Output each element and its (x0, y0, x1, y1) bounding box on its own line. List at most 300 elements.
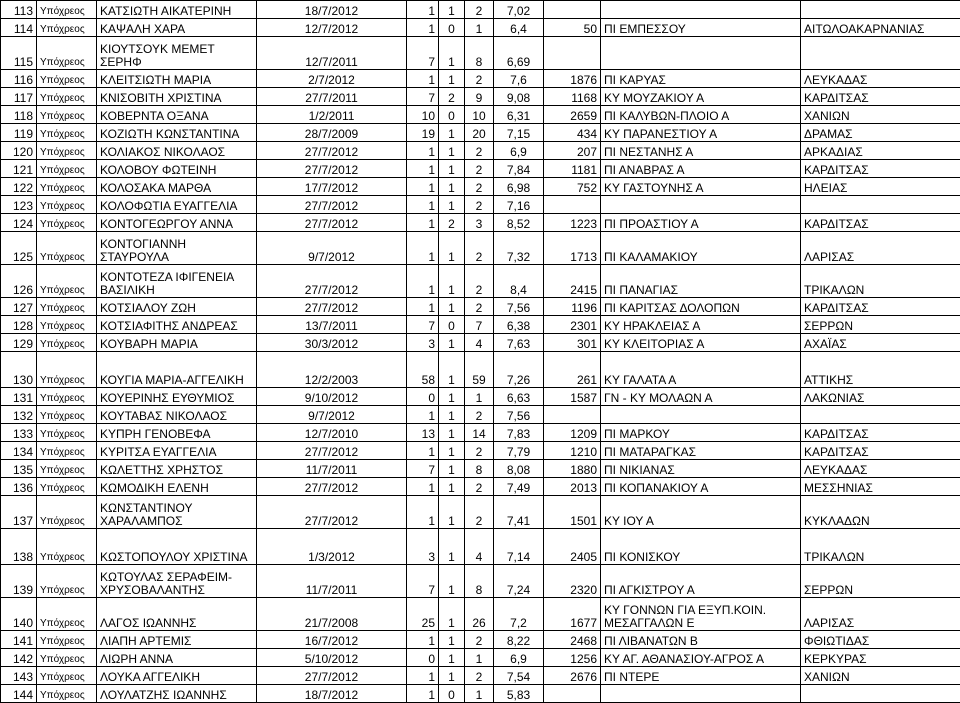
code-cell: 1501 (544, 496, 601, 529)
school-cell: ΠΙ ΠΡΟΑΣΤΙΟΥ Α (601, 214, 801, 232)
status-cell: Υπόχρεος (37, 685, 97, 703)
value-b-cell: 1 (439, 631, 465, 649)
region-cell: ΣΕΡΡΩΝ (801, 565, 960, 598)
school-cell: ΚΥ ΜΟΥΖΑΚΙΟΥ Α (601, 88, 801, 106)
code-cell: 2676 (544, 667, 601, 685)
code-cell: 1168 (544, 88, 601, 106)
value-c-cell: 2 (465, 70, 494, 88)
date-cell: 12/7/2010 (257, 424, 407, 442)
code-cell: 2659 (544, 106, 601, 124)
code-cell: 1209 (544, 424, 601, 442)
score-cell: 7,41 (494, 496, 544, 529)
school-cell: ΠΙ ΑΝΑΒΡΑΣ Α (601, 160, 801, 178)
row-id: 116 (1, 70, 37, 88)
table-row (1, 685, 960, 703)
status-cell: Υπόχρεος (37, 70, 97, 88)
date-cell: 27/7/2012 (257, 196, 407, 214)
row-id: 114 (1, 19, 37, 37)
status-cell: Υπόχρεος (37, 565, 97, 598)
value-c-cell: 2 (465, 298, 494, 316)
value-c-cell: 1 (465, 685, 494, 703)
school-cell (601, 1, 801, 19)
score-cell: 6,9 (494, 142, 544, 160)
table-row (1, 298, 960, 316)
table-row (1, 178, 960, 196)
row-id: 140 (1, 598, 37, 631)
value-b-cell: 1 (439, 388, 465, 406)
row-id: 129 (1, 334, 37, 352)
table-row (1, 334, 960, 352)
value-a-cell: 1 (407, 442, 439, 460)
region-cell: ΚΑΡΔΙΤΣΑΣ (801, 214, 960, 232)
code-cell: 2468 (544, 631, 601, 649)
name-cell: ΚΟΤΣΙΑΦΙΤΗΣ ΑΝΔΡΕΑΣ (97, 316, 257, 334)
name-cell: ΚΟΒΕΡΝΤΑ ΟΞΑΝΑ (97, 106, 257, 124)
score-cell: 6,69 (494, 37, 544, 70)
status-cell: Υπόχρεος (37, 178, 97, 196)
value-c-cell: 2 (465, 178, 494, 196)
name-cell: ΚΑΤΣΙΩΤΗ ΑΙΚΑΤΕΡΙΝΗ (97, 1, 257, 19)
school-cell: ΚΥ ΙΟΥ Α (601, 496, 801, 529)
region-cell (801, 406, 960, 424)
date-cell: 17/7/2012 (257, 178, 407, 196)
score-cell: 7,15 (494, 124, 544, 142)
row-id: 131 (1, 388, 37, 406)
region-cell: ΧΑΝΙΩΝ (801, 667, 960, 685)
name-cell: ΛΟΥΛΑΤΖΗΣ ΙΩΑΝΝΗΣ (97, 685, 257, 703)
name-cell: ΚΟΝΤΟΓΕΩΡΓΟΥ ΑΝΝΑ (97, 214, 257, 232)
school-cell: ΠΙ ΛΙΒΑΝΑΤΩΝ Β (601, 631, 801, 649)
date-cell: 9/7/2012 (257, 232, 407, 265)
code-cell (544, 406, 601, 424)
code-cell: 1256 (544, 649, 601, 667)
value-c-cell: 8 (465, 460, 494, 478)
value-c-cell: 2 (465, 265, 494, 298)
name-cell: ΚΟΖΙΩΤΗ ΚΩΝΣΤΑΝΤΙΝΑ (97, 124, 257, 142)
code-cell: 261 (544, 352, 601, 388)
name-cell: ΚΟΥΤΑΒΑΣ ΝΙΚΟΛΑΟΣ (97, 406, 257, 424)
region-cell: ΦΘΙΩΤΙΔΑΣ (801, 631, 960, 649)
name-cell: ΚΛΕΙΤΣΙΩΤΗ ΜΑΡΙΑ (97, 70, 257, 88)
value-c-cell: 8 (465, 37, 494, 70)
value-b-cell: 1 (439, 142, 465, 160)
region-cell: ΚΑΡΔΙΤΣΑΣ (801, 298, 960, 316)
code-cell (544, 685, 601, 703)
region-cell: ΣΕΡΡΩΝ (801, 316, 960, 334)
value-c-cell: 2 (465, 406, 494, 424)
table-row (1, 196, 960, 214)
date-cell: 12/7/2012 (257, 19, 407, 37)
region-cell: ΚΑΡΔΙΤΣΑΣ (801, 442, 960, 460)
score-cell: 7,79 (494, 442, 544, 460)
name-cell: ΚΥΠΡΗ ΓΕΝΟΒΕΦΑ (97, 424, 257, 442)
value-a-cell: 1 (407, 478, 439, 496)
date-cell: 30/3/2012 (257, 334, 407, 352)
value-c-cell: 2 (465, 160, 494, 178)
value-c-cell: 2 (465, 631, 494, 649)
code-cell: 752 (544, 178, 601, 196)
region-cell: ΔΡΑΜΑΣ (801, 124, 960, 142)
name-cell: ΚΟΛΙΑΚΟΣ ΝΙΚΟΛΑΟΣ (97, 142, 257, 160)
row-id: 117 (1, 88, 37, 106)
value-b-cell: 1 (439, 565, 465, 598)
school-cell: ΚΥ ΓΑΣΤΟΥΝΗΣ Α (601, 178, 801, 196)
school-cell: ΚΥ ΑΓ. ΑΘΑΝΑΣΙΟΥ-ΑΓΡΟΣ Α (601, 649, 801, 667)
region-cell: ΜΕΣΣΗΝΙΑΣ (801, 478, 960, 496)
value-a-cell: 1 (407, 196, 439, 214)
value-c-cell: 2 (465, 1, 494, 19)
value-a-cell: 1 (407, 265, 439, 298)
name-cell: ΚΟΥΒΑΡΗ ΜΑΡΙΑ (97, 334, 257, 352)
school-cell: ΠΙ ΝΕΣΤΑΝΗΣ Α (601, 142, 801, 160)
row-id: 139 (1, 565, 37, 598)
row-id: 124 (1, 214, 37, 232)
value-a-cell: 1 (407, 142, 439, 160)
region-cell (801, 1, 960, 19)
value-a-cell: 1 (407, 160, 439, 178)
name-cell: ΛΙΩΡΗ ΑΝΝΑ (97, 649, 257, 667)
value-a-cell: 58 (407, 352, 439, 388)
value-a-cell: 1 (407, 1, 439, 19)
table-row (1, 529, 960, 565)
table-row (1, 649, 960, 667)
row-id: 126 (1, 265, 37, 298)
code-cell: 1196 (544, 298, 601, 316)
table-row (1, 142, 960, 160)
name-cell: ΛΑΓΟΣ ΙΩΑΝΝΗΣ (97, 598, 257, 631)
value-a-cell: 1 (407, 232, 439, 265)
region-cell (801, 196, 960, 214)
status-cell: Υπόχρεος (37, 667, 97, 685)
name-cell: ΚΙΟΥΤΣΟΥΚ ΜΕΜΕΤ ΣΕΡΗΦ (97, 37, 257, 70)
value-c-cell: 59 (465, 352, 494, 388)
score-cell: 8,4 (494, 265, 544, 298)
school-cell: ΚΥ ΚΛΕΙΤΟΡΙΑΣ Α (601, 334, 801, 352)
value-a-cell: 3 (407, 529, 439, 565)
value-b-cell: 1 (439, 232, 465, 265)
value-b-cell: 1 (439, 334, 465, 352)
table-row (1, 37, 960, 70)
value-a-cell: 7 (407, 88, 439, 106)
score-cell: 6,4 (494, 19, 544, 37)
school-cell: ΚΥ ΓΟΝΝΩΝ ΓΙΑ ΕΞΥΠ.ΚΟΙΝ. ΜΕΣΑΓΓΑΛΩΝ Ε (601, 598, 801, 631)
row-id: 113 (1, 1, 37, 19)
value-b-cell: 1 (439, 124, 465, 142)
value-b-cell: 1 (439, 667, 465, 685)
table-row (1, 388, 960, 406)
date-cell: 27/7/2012 (257, 265, 407, 298)
date-cell: 13/7/2011 (257, 316, 407, 334)
status-cell: Υπόχρεος (37, 1, 97, 19)
row-id: 127 (1, 298, 37, 316)
status-cell: Υπόχρεος (37, 631, 97, 649)
school-cell: ΠΙ ΚΑΡΥΑΣ (601, 70, 801, 88)
school-cell: ΚΥ ΗΡΑΚΛΕΙΑΣ Α (601, 316, 801, 334)
school-cell (601, 196, 801, 214)
name-cell: ΚΩΣΤΟΠΟΥΛΟΥ ΧΡΙΣΤΙΝΑ (97, 529, 257, 565)
region-cell: ΤΡΙΚΑΛΩΝ (801, 529, 960, 565)
row-id: 137 (1, 496, 37, 529)
region-cell: ΛΕΥΚΑΔΑΣ (801, 70, 960, 88)
school-cell: ΠΙ ΝΙΚΙΑΝΑΣ (601, 460, 801, 478)
name-cell: ΚΝΙΣΟΒΙΤΗ ΧΡΙΣΤΙΝΑ (97, 88, 257, 106)
status-cell: Υπόχρεος (37, 19, 97, 37)
score-cell: 7,56 (494, 406, 544, 424)
date-cell: 5/10/2012 (257, 649, 407, 667)
status-cell: Υπόχρεος (37, 388, 97, 406)
table-row (1, 631, 960, 649)
code-cell: 2415 (544, 265, 601, 298)
code-cell: 301 (544, 334, 601, 352)
value-b-cell: 1 (439, 460, 465, 478)
region-cell: ΑΧΑΪΑΣ (801, 334, 960, 352)
score-cell: 7,56 (494, 298, 544, 316)
code-cell (544, 196, 601, 214)
value-b-cell: 1 (439, 598, 465, 631)
region-cell: ΗΛΕΙΑΣ (801, 178, 960, 196)
school-cell: ΠΙ ΚΑΛΥΒΩΝ-ΠΛΟΙΟ Α (601, 106, 801, 124)
status-cell: Υπόχρεος (37, 478, 97, 496)
region-cell: ΛΑΡΙΣΑΣ (801, 598, 960, 631)
table-row (1, 316, 960, 334)
table-row (1, 352, 960, 388)
value-b-cell: 1 (439, 352, 465, 388)
value-a-cell: 10 (407, 106, 439, 124)
value-b-cell: 0 (439, 685, 465, 703)
row-id: 135 (1, 460, 37, 478)
code-cell: 1876 (544, 70, 601, 88)
score-cell: 7,26 (494, 352, 544, 388)
name-cell: ΚΟΛΟΣΑΚΑ ΜΑΡΘΑ (97, 178, 257, 196)
score-cell: 6,31 (494, 106, 544, 124)
name-cell: ΚΩΜΟΔΙΚΗ ΕΛΕΝΗ (97, 478, 257, 496)
school-cell (601, 406, 801, 424)
value-b-cell: 0 (439, 106, 465, 124)
value-a-cell: 1 (407, 214, 439, 232)
region-cell: ΑΡΚΑΔΙΑΣ (801, 142, 960, 160)
date-cell: 27/7/2012 (257, 160, 407, 178)
table-row (1, 565, 960, 598)
row-id: 121 (1, 160, 37, 178)
value-b-cell: 1 (439, 196, 465, 214)
score-cell: 7,83 (494, 424, 544, 442)
school-cell: ΠΙ ΚΟΠΑΝΑΚΙΟΥ Α (601, 478, 801, 496)
code-cell: 1713 (544, 232, 601, 265)
value-b-cell: 1 (439, 37, 465, 70)
name-cell: ΛΙΑΠΗ ΑΡΤΕΜΙΣ (97, 631, 257, 649)
value-a-cell: 13 (407, 424, 439, 442)
row-id: 136 (1, 478, 37, 496)
name-cell: ΚΟΛΟΦΩΤΙΑ ΕΥΑΓΓΕΛΙΑ (97, 196, 257, 214)
score-cell: 8,22 (494, 631, 544, 649)
score-cell: 6,38 (494, 316, 544, 334)
region-cell: ΚΥΚΛΑΔΩΝ (801, 496, 960, 529)
row-id: 115 (1, 37, 37, 70)
value-c-cell: 1 (465, 19, 494, 37)
table-row (1, 496, 960, 529)
region-cell: ΛΕΥΚΑΔΑΣ (801, 460, 960, 478)
value-b-cell: 1 (439, 265, 465, 298)
table-row (1, 598, 960, 631)
status-cell: Υπόχρεος (37, 196, 97, 214)
status-cell: Υπόχρεος (37, 88, 97, 106)
value-b-cell: 1 (439, 70, 465, 88)
value-c-cell: 1 (465, 388, 494, 406)
value-c-cell: 10 (465, 106, 494, 124)
table-row (1, 424, 960, 442)
region-cell: ΤΡΙΚΑΛΩΝ (801, 265, 960, 298)
row-id: 120 (1, 142, 37, 160)
value-a-cell: 25 (407, 598, 439, 631)
school-cell: ΠΙ ΜΑΤΑΡΑΓΚΑΣ (601, 442, 801, 460)
status-cell: Υπόχρεος (37, 298, 97, 316)
value-a-cell: 1 (407, 19, 439, 37)
status-cell: Υπόχρεος (37, 214, 97, 232)
row-id: 125 (1, 232, 37, 265)
value-b-cell: 1 (439, 442, 465, 460)
date-cell: 27/7/2012 (257, 478, 407, 496)
school-cell: ΚΥ ΠΑΡΑΝΕΣΤΙΟΥ Α (601, 124, 801, 142)
row-id: 133 (1, 424, 37, 442)
date-cell: 12/2/2003 (257, 352, 407, 388)
table-row (1, 19, 960, 37)
date-cell: 2/7/2012 (257, 70, 407, 88)
region-cell: ΚΕΡΚΥΡΑΣ (801, 649, 960, 667)
value-c-cell: 2 (465, 442, 494, 460)
value-a-cell: 0 (407, 649, 439, 667)
status-cell: Υπόχρεος (37, 496, 97, 529)
name-cell: ΚΟΥΓΙΑ ΜΑΡΙΑ-ΑΓΓΕΛΙΚΗ (97, 352, 257, 388)
value-c-cell: 4 (465, 334, 494, 352)
status-cell: Υπόχρεος (37, 265, 97, 298)
status-cell: Υπόχρεος (37, 406, 97, 424)
table-row (1, 442, 960, 460)
value-b-cell: 2 (439, 214, 465, 232)
status-cell: Υπόχρεος (37, 124, 97, 142)
school-cell: ΠΙ ΑΓΚΙΣΤΡΟΥ Α (601, 565, 801, 598)
status-cell: Υπόχρεος (37, 160, 97, 178)
score-cell: 7,24 (494, 565, 544, 598)
row-id: 144 (1, 685, 37, 703)
date-cell: 21/7/2008 (257, 598, 407, 631)
value-c-cell: 2 (465, 232, 494, 265)
status-cell: Υπόχρεος (37, 442, 97, 460)
value-b-cell: 1 (439, 529, 465, 565)
score-cell: 8,08 (494, 460, 544, 478)
date-cell: 18/7/2012 (257, 1, 407, 19)
date-cell: 16/7/2012 (257, 631, 407, 649)
school-cell (601, 685, 801, 703)
status-cell: Υπόχρεος (37, 460, 97, 478)
name-cell: ΚΟΤΣΙΑΛΟΥ ΖΩΗ (97, 298, 257, 316)
score-cell: 7,6 (494, 70, 544, 88)
value-a-cell: 19 (407, 124, 439, 142)
score-cell: 9,08 (494, 88, 544, 106)
row-id: 134 (1, 442, 37, 460)
table-row (1, 406, 960, 424)
date-cell: 11/7/2011 (257, 460, 407, 478)
score-cell: 7,2 (494, 598, 544, 631)
value-a-cell: 1 (407, 406, 439, 424)
table-row (1, 70, 960, 88)
score-cell: 7,16 (494, 196, 544, 214)
school-cell: ΠΙ ΝΤΕΡΕ (601, 667, 801, 685)
value-a-cell: 1 (407, 178, 439, 196)
value-c-cell: 2 (465, 496, 494, 529)
row-id: 130 (1, 352, 37, 388)
code-cell: 2320 (544, 565, 601, 598)
date-cell: 27/7/2011 (257, 88, 407, 106)
value-b-cell: 1 (439, 649, 465, 667)
table-row (1, 265, 960, 298)
value-a-cell: 7 (407, 460, 439, 478)
value-b-cell: 1 (439, 424, 465, 442)
score-cell: 6,98 (494, 178, 544, 196)
name-cell: ΛΟΥΚΑ ΑΓΓΕΛΙΚΗ (97, 667, 257, 685)
value-c-cell: 1 (465, 649, 494, 667)
status-cell: Υπόχρεος (37, 649, 97, 667)
row-id: 132 (1, 406, 37, 424)
school-cell: ΠΙ ΚΟΝΙΣΚΟΥ (601, 529, 801, 565)
value-b-cell: 2 (439, 88, 465, 106)
row-id: 119 (1, 124, 37, 142)
status-cell: Υπόχρεος (37, 424, 97, 442)
code-cell: 1223 (544, 214, 601, 232)
name-cell: ΚΩΤΟΥΛΑΣ ΣΕΡΑΦΕΙΜ-ΧΡΥΣΟΒΑΛΑΝΤΗΣ (97, 565, 257, 598)
value-b-cell: 1 (439, 496, 465, 529)
school-cell: ΠΙ ΚΑΡΙΤΣΑΣ ΔΟΛΟΠΩΝ (601, 298, 801, 316)
code-cell: 1210 (544, 442, 601, 460)
value-b-cell: 1 (439, 160, 465, 178)
code-cell (544, 1, 601, 19)
score-cell: 7,02 (494, 1, 544, 19)
date-cell: 27/7/2012 (257, 442, 407, 460)
value-b-cell: 0 (439, 316, 465, 334)
code-cell: 1587 (544, 388, 601, 406)
region-cell: ΑΤΤΙΚΗΣ (801, 352, 960, 388)
table-row (1, 460, 960, 478)
value-c-cell: 7 (465, 316, 494, 334)
table-row (1, 124, 960, 142)
table-row (1, 232, 960, 265)
region-cell: ΛΑΚΩΝΙΑΣ (801, 388, 960, 406)
value-c-cell: 3 (465, 214, 494, 232)
row-id: 123 (1, 196, 37, 214)
status-cell: Υπόχρεος (37, 142, 97, 160)
date-cell: 28/7/2009 (257, 124, 407, 142)
code-cell: 2405 (544, 529, 601, 565)
status-cell: Υπόχρεος (37, 334, 97, 352)
value-b-cell: 1 (439, 178, 465, 196)
status-cell: Υπόχρεος (37, 232, 97, 265)
code-cell: 2013 (544, 478, 601, 496)
score-cell: 6,63 (494, 388, 544, 406)
value-a-cell: 1 (407, 496, 439, 529)
name-cell: ΚΑΨΑΛΗ ΧΑΡΑ (97, 19, 257, 37)
date-cell: 11/7/2011 (257, 565, 407, 598)
row-id: 143 (1, 667, 37, 685)
score-cell: 7,63 (494, 334, 544, 352)
row-id: 138 (1, 529, 37, 565)
value-b-cell: 1 (439, 406, 465, 424)
score-cell: 7,84 (494, 160, 544, 178)
status-cell: Υπόχρεος (37, 352, 97, 388)
value-c-cell: 2 (465, 142, 494, 160)
name-cell: ΚΟΛΟΒΟΥ ΦΩΤΕΙΝΗ (97, 160, 257, 178)
code-cell: 2301 (544, 316, 601, 334)
school-cell: ΚΥ ΓΑΛΑΤΑ Α (601, 352, 801, 388)
value-a-cell: 1 (407, 685, 439, 703)
